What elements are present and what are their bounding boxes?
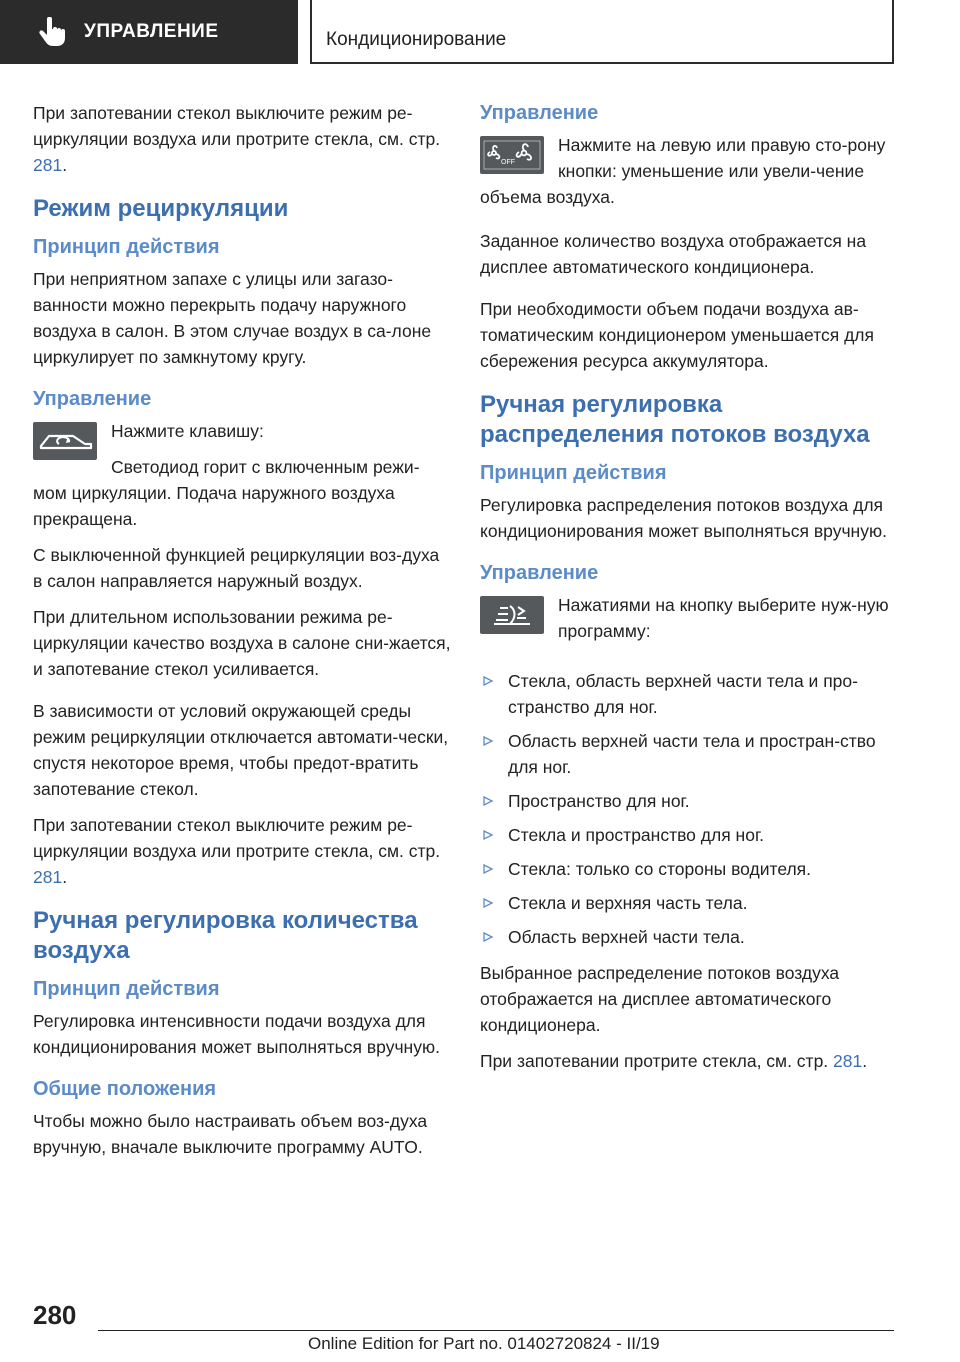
list-item: Стекла и верхняя часть тела. [480, 890, 900, 916]
page-link[interactable]: 281 [833, 1051, 863, 1071]
page-link[interactable]: 281 [33, 155, 63, 175]
fan-off-icon [480, 136, 544, 174]
list-item: Область верхней части тела и простран-ство для ног. [480, 728, 900, 780]
triangle-bullet-icon [482, 931, 494, 943]
distribution-list [480, 668, 900, 950]
list-item: Стекла, область верхней части тела и про-странство для ног. [480, 668, 900, 720]
subheading-general: Общие положения [33, 1078, 217, 1100]
recirculation-control-block [33, 418, 453, 542]
right-column [480, 100, 900, 1084]
principle-paragraph: Регулировка распределения потоков воздуха для кондиционирования может выполняться вручную. [480, 495, 887, 541]
principle-paragraph: При неприятном запахе с улицы или загазо-ванности можно перекрыть подачу наружного воздуха в салон. В этом случае воздух в са-лоне циркулирует по замкнутому кругу. [33, 269, 432, 367]
battery-paragraph: При необходимости объем подачи воздуха ав-томатическим кондиционером уменьшается для сбережения ресурса аккумулятора. [480, 299, 874, 371]
heading-manual-distribution: Ручная регулировка распределения потоков воздуха [480, 391, 870, 448]
triangle-bullet-icon [482, 829, 494, 841]
subheading-control: Управление [480, 562, 599, 584]
page-number: 280 [33, 1300, 77, 1330]
long-use-paragraph: При длительном использовании режима ре-циркуляции качество воздуха в салоне сни-жается, и запотевание стекол усиливается. [33, 607, 451, 679]
wipe-paragraph: При запотевании протрите стекла, см. стр. 281. [480, 1051, 868, 1071]
led-paragraph: Светодиод горит с включенным режи-мом циркуляции. Подача наружного воздуха прекращена. [33, 457, 420, 529]
fog-paragraph: При запотевании стекол выключите режим ре-циркуляции воздуха или протрите стекла, см. стр. 281. [33, 815, 441, 887]
distribution-control-block [480, 592, 900, 654]
program-paragraph: Нажатиями на кнопку выберите нуж-ную программу: [558, 595, 889, 641]
selected-paragraph: Выбранное распределение потоков воздуха отображается на дисплее автоматического кондиционера. [480, 963, 840, 1035]
fan-paragraph: Нажмите на левую или правую сто-рону кнопки: уменьшение или увели-чение объема воздуха. [480, 135, 886, 207]
general-paragraph: Чтобы можно было настраивать объем воз-духа вручную, вначале выключите программу AUTO. [33, 1111, 428, 1157]
list-item: Стекла и пространство для ног. [480, 822, 900, 848]
footer-edition: Online Edition for Part no. 01402720824 - II/19 [308, 1334, 660, 1353]
auto-off-paragraph: В зависимости от условий окружающей среды режим рециркуляции отключается автомати-чески, спустя некоторое время, чтобы предот-вратить запотевание стекол. [33, 701, 449, 799]
principle-paragraph: Регулировка интенсивности подачи воздуха для кондиционирования может выполняться вручную. [33, 1011, 440, 1057]
air-distribution-icon [480, 596, 544, 634]
subheading-principle: Принцип действия [480, 462, 667, 484]
triangle-bullet-icon [482, 897, 494, 909]
section-title: УПРАВЛЕНИЕ [84, 21, 219, 42]
list-item: Область верхней части тела. [480, 924, 900, 950]
list-item: Стекла: только со стороны водителя. [480, 856, 900, 882]
heading-recirculation: Режим рециркуляции [33, 195, 289, 222]
header-section-tab [0, 0, 298, 64]
subheading-principle: Принцип действия [33, 978, 220, 1000]
triangle-bullet-icon [482, 863, 494, 875]
page-link[interactable]: 281 [33, 867, 63, 887]
hand-pointer-icon [38, 17, 66, 47]
subheading-control: Управление [33, 388, 152, 410]
triangle-bullet-icon [482, 675, 494, 687]
car-recirculation-icon [33, 422, 97, 460]
footer-divider [98, 1330, 894, 1331]
svg-text:OFF: OFF [501, 159, 515, 166]
display-paragraph: Заданное количество воздуха отображается на дисплее автоматического кондиционера. [480, 231, 867, 277]
list-item: Пространство для ног. [480, 788, 900, 814]
triangle-bullet-icon [482, 735, 494, 747]
heading-manual-amount: Ручная регулировка количества воздуха [33, 907, 418, 964]
subheading-principle: Принцип действия [33, 236, 220, 258]
triangle-bullet-icon [482, 795, 494, 807]
subheading-control: Управление [480, 102, 599, 124]
off-paragraph: С выключенной функцией рециркуляции воз-духа в салон направляется наружный воздух. [33, 545, 440, 591]
press-key-text: Нажмите клавишу: [111, 421, 264, 441]
header-chapter-box [310, 0, 894, 64]
chapter-title: Кондиционирование [326, 29, 507, 50]
left-column [33, 100, 453, 1170]
fan-control-block [480, 132, 900, 220]
intro-paragraph: При запотевании стекол выключите режим ре-циркуляции воздуха или протрите стекла, см. стр. 281. [33, 103, 441, 175]
